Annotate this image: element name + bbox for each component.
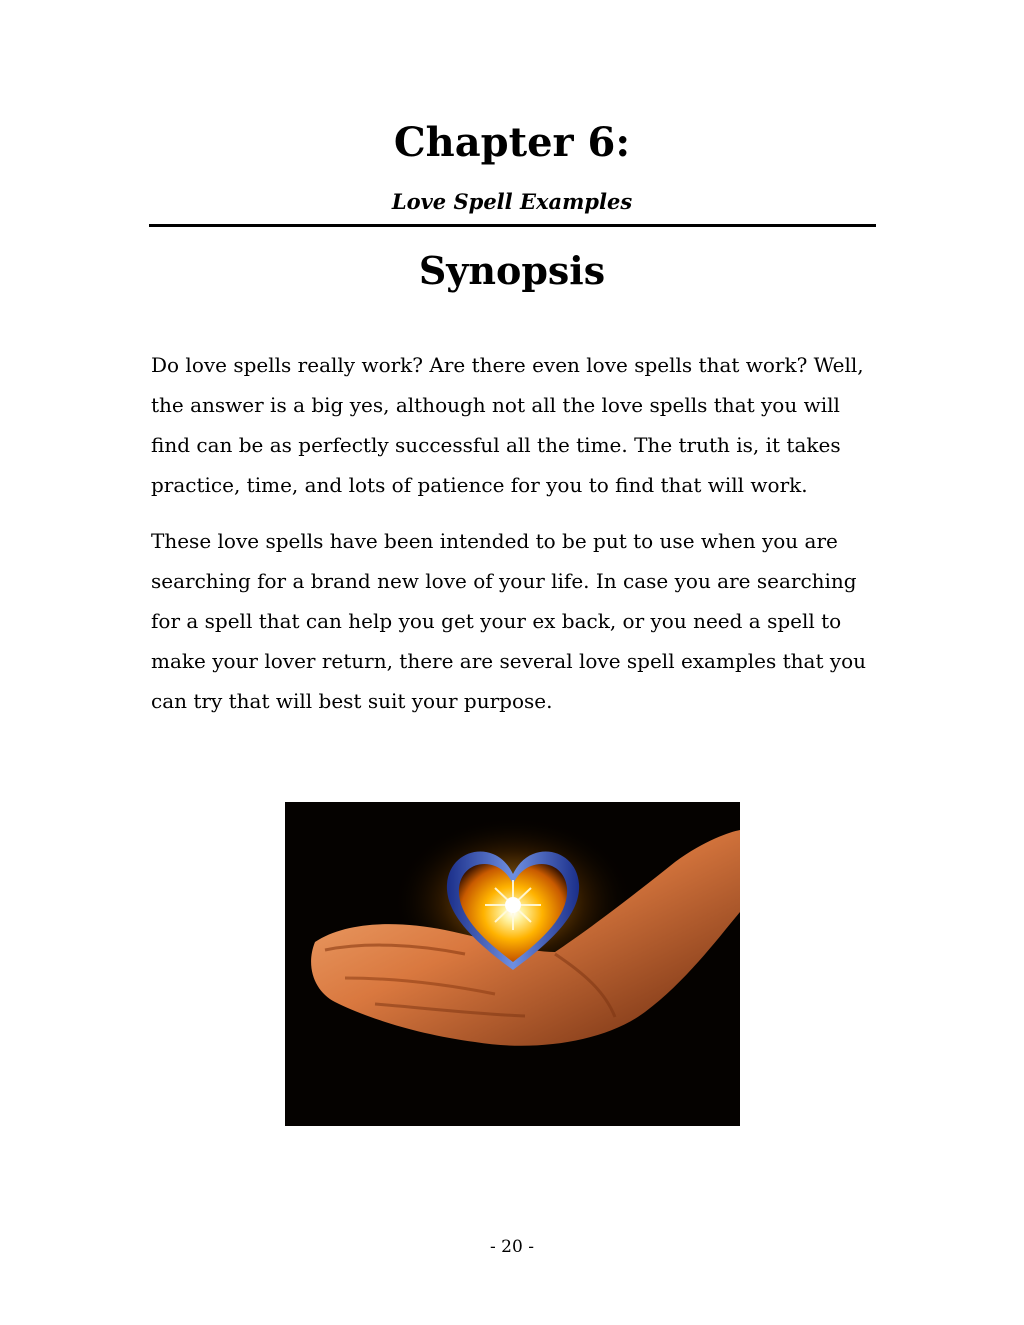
chapter-subtitle: Love Spell Examples: [391, 189, 633, 214]
paragraph-1: Do love spells really work? Are there even love spells that work? Well, the answer is a big yes, although not all the love spells that you will find can be as perfectly successful all the time. The truth is, it takes practice, time, and lots of patience for you to find that will work.: [151, 353, 864, 497]
heart-hand-illustration: [285, 802, 740, 1126]
page-number: - 20 -: [490, 1237, 534, 1257]
chapter-title: Chapter 6:: [393, 119, 631, 166]
heading-divider: [149, 224, 876, 227]
paragraph-2: These love spells have been intended to be put to use when you are searching for a brand new love of your life. In case you are searching for a spell that can help you get your ex back, or you need a spell to make your lover return, there are several love spell examples that you can try that will best suit your purpose.: [151, 529, 867, 713]
glowing-heart-in-hand-image: [285, 802, 740, 1126]
section-title: Synopsis: [418, 248, 606, 293]
